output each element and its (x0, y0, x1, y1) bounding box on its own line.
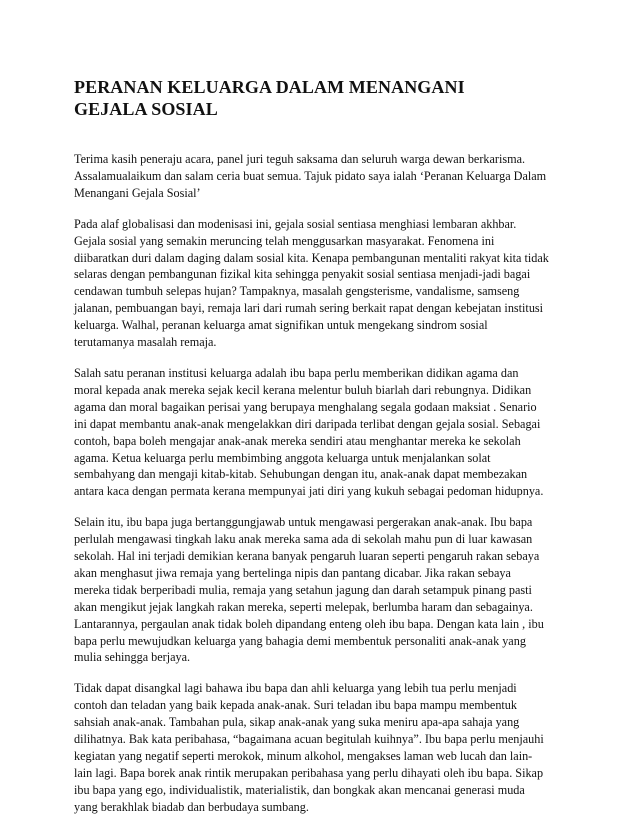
paragraph (74, 151, 586, 202)
paragraph (74, 365, 586, 500)
text-line: Selain itu, ibu bapa juga bertanggungjawab untuk mengawasi pergerakan anak-anak. Ibu bapa (74, 515, 533, 530)
text-line: ini dapat membantu anak-anak mengelakkan diri daripada terlibat dengan gejala sosial. Sebagai (74, 416, 541, 431)
text-line: Gejala sosial yang semakin meruncing telah menggusarkan masyarakat. Fenomena ini (74, 233, 495, 248)
text-line: diibaratkan duri dalam daging dalam sosial kita. Kenapa pembangunan mentaliti rakyat kita tidak (74, 250, 549, 265)
text-line: sahsiah anak-anak. Tambahan pula, sikap anak-anak yang suka meniru apa-apa sahaja yang (74, 715, 520, 730)
title-line: GEJALA SOSIAL (74, 99, 218, 119)
text-line: ibu bapa yang ego, individualistik, materialistik, dan bongkak akan mencanai generasi muda (74, 782, 525, 797)
text-line: contoh, bapa boleh mengajar anak-anak mereka sendiri atau menghantar mereka ke sekolah (74, 433, 521, 448)
text-line: bapa perlu mewujudkan keluarga yang bahagia demi membentuk personaliti anak-anak yang (74, 633, 526, 648)
text-line: kegiatan yang negatif seperti merokok, minum alkohol, mengakses laman web lucah dan lain- (74, 749, 533, 763)
text-line: dilihatnya. Bak kata peribahasa, “bagaimana acuan begitulah kuihnya”. Ibu bapa perlu menjauhi (74, 732, 544, 747)
text-line: agama dan moral bagaikan perisai yang berupaya menghalang segala godaan maksiat . Senario (74, 399, 537, 414)
text-line: lain lagi. Bapa borek anak rintik merupakan peribahasa yang perlu dihayati oleh ibu bapa. Sikap (74, 765, 544, 780)
text-line: akan mengikut jejak langkah rakan mereka, seperti melepak, berlumba haram dan sebagainya. (74, 599, 533, 614)
text-line: yang berakhlak biadab dan berbudaya sumbang. (74, 799, 309, 814)
text-line: terutamanya masalah remaja. (74, 335, 217, 350)
text-line: Menangani Gejala Sosial’ (74, 185, 201, 200)
text-line: selaras dengan pembangunan fizikal kita sehingga penyakit sosial sentiasa menjadi-jadi bagai (74, 267, 531, 282)
paragraph (74, 216, 586, 351)
text-line: Pada alaf globalisasi dan modenisasi ini, gejala sosial sentiasa menghiasi lembaran akhbar. (74, 216, 517, 231)
paragraph (74, 680, 586, 815)
text-line: cendawan tumbuh selepas hujan? Tampaknya, masalah gengsterisme, vandalisme, samseng (74, 284, 520, 299)
text-line: Lantarannya, pergaulan anak tidak boleh dipandang enteng oleh ibu bapa. Dengan kata lain , ibu (74, 616, 544, 631)
document-title (74, 76, 586, 120)
text-line: mulia sehingga berjaya. (74, 650, 191, 665)
text-line: akan menghasut jiwa remaja yang bertelinga nipis dan pantang dicabar. Jika rakan sebaya (74, 565, 511, 580)
text-line: contoh dan teladan yang baik kepada anak-anak. Suri teladan ibu bapa mampu membentuk (74, 698, 517, 713)
text-line: agama. Ketua keluarga perlu membimbing anggota keluarga untuk menjalankan solat (74, 450, 491, 465)
text-line: jalanan, pembuangan bayi, remaja lari dari rumah sering berkait rapat dengan kebejatan institusi (74, 301, 544, 316)
text-line: sekolah. Hal ini terjadi demikian kerana banyak pengaruh luaran seperti pengaruh rakan sebaya (74, 549, 540, 564)
text-line: sembahyang dan mengaji kitab-kitab. Sehubungan dengan itu, anak-anak dapat membezakan (74, 467, 528, 482)
text-line: antara kaca dengan permata kerana mempunyai jati diri yang kukuh sebagai pedoman hidupnya. (74, 484, 544, 499)
text-line: Tidak dapat disangkal lagi bahawa ibu bapa dan ahli keluarga yang lebih tua perlu menjadi (74, 681, 517, 696)
text-line: moral kepada anak mereka sejak kecil kerana melentur buluh biarlah dari rebungnya. Didikan (74, 382, 532, 397)
text-line: mereka tidak berperibadi mulia, remaja yang setahun jagung dan darah setampuk pinang pasti (74, 582, 532, 597)
title-line: PERANAN KELUARGA DALAM MENANGANI (74, 77, 465, 97)
text-line: Salah satu peranan institusi keluarga adalah ibu bapa perlu memberikan didikan agama dan (74, 365, 519, 380)
text-line: Terima kasih peneraju acara, panel juri teguh saksama dan seluruh warga dewan berkarisma. (74, 152, 526, 166)
text-line: Assalamualaikum dan salam ceria buat semua. Tajuk pidato saya ialah ‘Peranan Keluarga Dalam (74, 168, 547, 183)
document-body (74, 151, 586, 816)
text-line: keluarga. Walhal, peranan keluarga amat signifikan untuk mengekang sindrom sosial (74, 318, 488, 333)
paragraph (74, 514, 586, 666)
text-line: perlulah mengawasi tingkah laku anak mereka sama ada di sekolah mahu pun di luar kawasan (74, 532, 533, 547)
